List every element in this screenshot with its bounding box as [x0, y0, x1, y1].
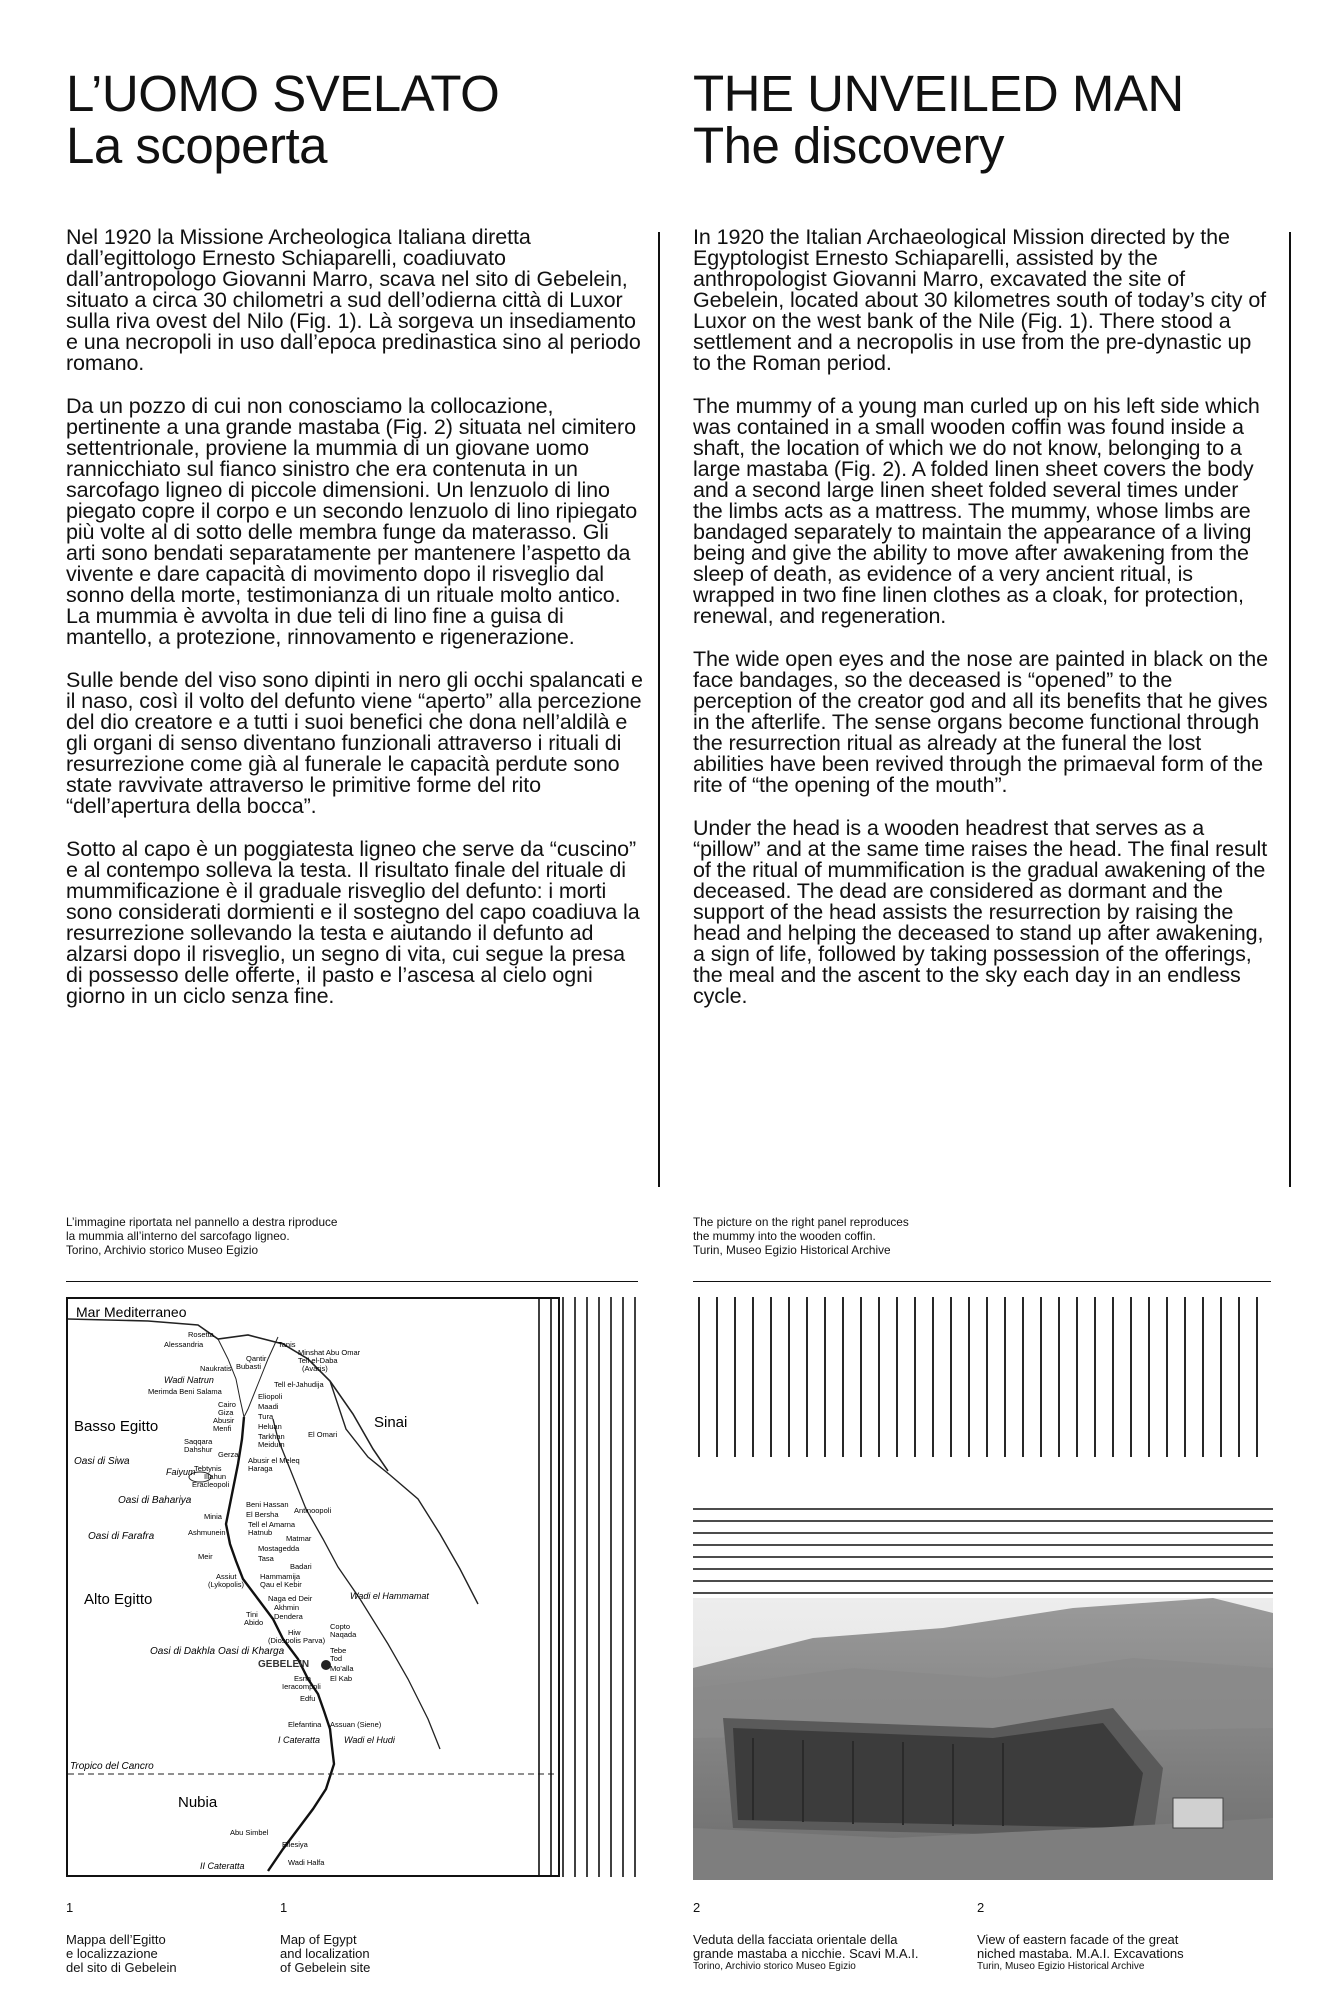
site-label: Assuan (Siene): [330, 1720, 382, 1729]
italian-image-caption: [66, 1215, 338, 1257]
oasis-label: Oasi di Kharga: [218, 1646, 285, 1657]
english-title: [693, 65, 1184, 174]
site-label: Tasa: [258, 1554, 274, 1563]
site-label: Qantir: [246, 1354, 267, 1363]
gebelein-label: GEBELEIN: [258, 1659, 310, 1670]
site-label: Tanis: [278, 1340, 296, 1349]
site-label: Heluan: [258, 1422, 282, 1431]
site-label: Haraga: [248, 1464, 273, 1473]
site-label: Qau el Kebir: [260, 1580, 302, 1589]
figure-caption-line: e localizzazione: [66, 1946, 158, 1961]
site-label: Hiw: [288, 1628, 301, 1637]
english-title-line1: THE UNVEILED MAN: [693, 65, 1184, 122]
site-label: Beni Hassan: [246, 1500, 289, 1509]
site-label: Bubasti: [236, 1362, 262, 1371]
italian-body-text: [66, 227, 644, 1029]
english-image-caption: [693, 1215, 909, 1257]
site-label: Abusir: [213, 1416, 235, 1425]
site-label: Ashmunein: [188, 1528, 226, 1537]
egypt-map-svg: [68, 1299, 558, 1875]
site-label: (Avaris): [302, 1364, 328, 1373]
figure-source: Turin, Museo Egizio Historical Archive: [977, 1961, 1145, 1972]
site-label: Tarkhan: [258, 1432, 285, 1441]
site-label: Naga ed Deir: [268, 1594, 313, 1603]
caption-line: Turin, Museo Egizio Historical Archive: [693, 1243, 891, 1257]
site-label: Hammamija: [260, 1572, 301, 1581]
site-label: Mostagedda: [258, 1544, 300, 1553]
site-label: Minshat Abu Omar: [298, 1348, 361, 1357]
italian-paragraph: Nel 1920 la Missione Archeologica Italiana diretta dall’egittologo Ernesto Schiaparelli, coadiuvato dall’antropologo Giovanni Marro, scava nel sito di Gebelein, situato a circa 30 chilometri a sud dell’odierna città di Luxor sulla riva ovest del Nilo (Fig. 1). Là sorgeva un insediamento e una necropoli in uso dall’epoca predinastica sino al periodo romano.: [66, 225, 641, 375]
column-divider-right: [1289, 232, 1291, 1187]
figure-caption-line: Veduta della facciata orientale della: [693, 1932, 898, 1947]
site-label: Abusir el Meleq: [248, 1456, 300, 1465]
site-label: Assiut: [216, 1572, 237, 1581]
site-label: El Kab: [330, 1674, 353, 1683]
site-label: (Diospolis Parva): [268, 1636, 326, 1645]
site-label: Tini: [246, 1610, 258, 1619]
figure-caption-line: of Gebelein site: [280, 1960, 371, 1975]
oasis-label: Oasi di Dakhla: [150, 1646, 216, 1657]
site-label: Minia: [204, 1512, 222, 1521]
caption-line: The picture on the right panel reproduces: [693, 1215, 909, 1229]
site-label: (Lykopolis): [208, 1580, 244, 1589]
site-label: Naqada: [330, 1630, 357, 1639]
italian-title: [66, 65, 500, 174]
stripes-svg: [528, 1297, 640, 1877]
site-label: Ellesiya: [282, 1840, 308, 1849]
site-label: El Bersha: [246, 1510, 279, 1519]
site-label: El Omari: [308, 1430, 338, 1439]
site-label: Tod: [330, 1654, 343, 1663]
site-label: Wadi Halfa: [288, 1858, 325, 1867]
figure-number: 2: [693, 1900, 701, 1915]
site-label: Faiyum: [166, 1467, 196, 1477]
stripe-pattern-svg: [693, 1297, 1273, 1597]
caption-line: Torino, Archivio storico Museo Egizio: [66, 1243, 259, 1257]
english-paragraph: The wide open eyes and the nose are painted in black on the face bandages, so the deceased is “opened” to the perception of the creator god and all its benefits that he gives in the afterlife. The sense organs become functional through the resurrection ritual as already at the funeral the lost abilities have been revived through the primaeval form of the rite of “the opening of the mouth”.: [693, 647, 1269, 797]
site-label: Giza: [218, 1408, 234, 1417]
site-label: Abu Simbel: [230, 1828, 269, 1837]
caption-line: the mummy into the wooden coffin.: [693, 1229, 876, 1243]
figure-caption-line: grande mastaba a nicchie. Scavi M.A.I.: [693, 1946, 919, 1961]
caption-line: L’immagine riportata nel pannello a destra riproduce: [66, 1215, 338, 1229]
mastaba-photo-svg: [693, 1598, 1273, 1880]
site-label: Akhmin: [274, 1603, 300, 1612]
site-label: Copto: [330, 1622, 351, 1631]
figure-source: Torino, Archivio storico Museo Egizio: [693, 1961, 856, 1972]
site-label: II Cateratta: [200, 1861, 245, 1871]
site-label: Wadi el Hammamat: [350, 1591, 429, 1601]
mastaba-photo: [693, 1598, 1273, 1880]
italian-title-line2: La scoperta: [66, 117, 328, 174]
site-label: Dahshur: [184, 1445, 213, 1454]
site-label: Abido: [244, 1618, 264, 1627]
site-label: Maadi: [258, 1402, 279, 1411]
site-label: Eracleopoli: [192, 1480, 230, 1489]
site-label: Rosetta: [188, 1330, 214, 1339]
site-label: Hatnub: [248, 1528, 273, 1537]
figure-caption-line: del sito di Gebelein: [66, 1960, 177, 1975]
site-label: Tebtynis: [194, 1464, 222, 1473]
site-label: Mo'alla: [330, 1664, 354, 1673]
site-label: Menfi: [213, 1424, 232, 1433]
left-separator-rule: [66, 1281, 638, 1282]
english-paragraph: The mummy of a young man curled up on his left side which was contained in a small wooden coffin was found inside a shaft, the location of which we do not know, belonging to a large mastaba (Fig. 2). A folded linen sheet covers the body and a second large linen sheet folded several times under the limbs acts as a mattress. The mummy, whose limbs are bandaged separately to maintain the appearance of a living being and give the ability to move after awakening from the sleep of death, as evidence of a very ancient ritual, is wrapped in two fine linen clothes as a cloak, for protection, renewal, and regeneration.: [693, 394, 1260, 628]
site-label: Wadi el Hudi: [344, 1735, 395, 1745]
map-region-label: Nubia: [178, 1794, 218, 1811]
site-label: Alessandria: [164, 1340, 204, 1349]
figure-caption-line: and localization: [280, 1946, 370, 1961]
coastline: [68, 1319, 388, 1471]
site-label: Elefantina: [288, 1720, 322, 1729]
site-label: Tell el Amarna: [248, 1520, 296, 1529]
site-label: Eliopoli: [258, 1392, 283, 1401]
site-label: Tura: [258, 1412, 274, 1421]
site-label: Naukratis: [200, 1364, 232, 1373]
site-label: Saqqara: [184, 1437, 213, 1446]
site-label: Esna: [294, 1674, 312, 1683]
italian-paragraph: Sulle bende del viso sono dipinti in nero gli occhi spalancati e il naso, così il volto del defunto viene “aperto” alla percezione del dio creatore e a tutti i suoi benefici che dona nell’aldilà e gli organi di senso diventano funzionali attraverso i rituali di resurrezione come già al funerale le capacità perdute sono state ravvivate attraverso le primitive forme del rito “dell’apertura della bocca”.: [66, 668, 643, 818]
site-label: Dendera: [274, 1612, 303, 1621]
figure-number: 1: [280, 1900, 288, 1915]
egypt-map: [66, 1297, 560, 1877]
figure-2-caption-it: [693, 1900, 923, 1973]
site-label: Wadi Natrun: [164, 1375, 214, 1385]
site-label: Tell el-Jahudija: [274, 1380, 324, 1389]
figure-caption-line: Mappa dell’Egitto: [66, 1932, 166, 1947]
map-sea-label: Mar Mediterraneo: [76, 1304, 187, 1320]
site-label: Meidum: [258, 1440, 285, 1449]
english-paragraph: Under the head is a wooden headrest that serves as a “pillow” and at the same time raises the head. The final result of the ritual of mummification is the gradual awakening of the deceased. The dead are considered as dormant and the support of the head assists the resurrection by raising the head and helping the deceased to stand up after awakening, a sign of life, followed by taking possession of the offerings, the meal and the ascent to the sky each day in an endless cycle.: [693, 816, 1268, 1008]
map-region-label: Sinai: [374, 1414, 408, 1431]
english-body-text: [693, 227, 1271, 1029]
site-label: Tebe: [330, 1646, 347, 1655]
figure-number: 1: [66, 1900, 74, 1915]
decorative-vertical-stripes: [528, 1297, 640, 1877]
caption-line: la mummia all’interno del sarcofago ligneo.: [66, 1229, 290, 1243]
site-label: Tell el-Daba: [298, 1356, 338, 1365]
oasis-label: Oasi di Bahariya: [118, 1495, 192, 1506]
site-label: Antinoopoli: [294, 1506, 332, 1515]
site-label: Edfu: [300, 1694, 316, 1703]
column-divider-left: [658, 232, 660, 1187]
oasis-label: Oasi di Farafra: [88, 1531, 155, 1542]
figure-2-caption-en: [977, 1900, 1207, 1973]
site-label: Ieracompoli: [282, 1682, 321, 1691]
figure-1-caption-en: [280, 1900, 420, 1975]
site-label: Meir: [198, 1552, 213, 1561]
italian-paragraph: Sotto al capo è un poggiatesta ligneo che serve da “cuscino” e al contempo solleva la testa. Il risultato finale del rituale di mummificazione è il graduale risveglio del defunto: i morti sono considerati dormienti e il sostegno del capo coadiuva la resurrezione sollevando la testa e aiutando il defunto ad alzarsi dopo il risveglio, un segno di vita, cui segue la presa di possesso delle offerte, il pasto e l’ascesa al cielo ogni giorno in un ciclo senza fine.: [66, 837, 640, 1008]
right-separator-rule: [693, 1281, 1271, 1282]
figure-caption-line: View of eastern facade of the great: [977, 1932, 1179, 1947]
figure-caption-line: niched mastaba. M.A.I. Excavations: [977, 1946, 1184, 1961]
english-title-line2: The discovery: [693, 117, 1004, 174]
site-label: Badari: [290, 1562, 312, 1571]
site-label: Cairo: [218, 1400, 236, 1409]
english-paragraph: In 1920 the Italian Archaeological Mission directed by the Egyptologist Ernesto Schiaparelli, assisted by the anthropologist Giovanni Marro, excavated the site of Gebelein, located about 30 kilometres south of today’s city of Luxor on the west bank of the Nile (Fig. 1). There stood a settlement and a necropolis in use from the pre-dynastic up to the Roman period.: [693, 225, 1267, 375]
site-label: I Cateratta: [278, 1735, 321, 1745]
map-region-label: Alto Egitto: [84, 1591, 153, 1608]
site-label: Matmar: [286, 1534, 312, 1543]
tropic-label: Tropico del Cancro: [70, 1761, 154, 1772]
italian-title-line1: L’UOMO SVELATO: [66, 65, 500, 122]
oasis-label: Oasi di Siwa: [74, 1456, 130, 1467]
site-label: Gerza: [218, 1450, 239, 1459]
figure-1-caption-it: [66, 1900, 206, 1975]
figure-number: 2: [977, 1900, 985, 1915]
italian-paragraph: Da un pozzo di cui non conosciamo la collocazione, pertinente a una grande mastaba (Fig. 2) situata nel cimitero settentrionale, proviene la mummia di un giovane uomo rannicchiato sul fianco sinistro che era contenuta in un sarcofago ligneo di piccole dimensioni. Un lenzuolo di lino piegato copre il corpo e un secondo lenzuolo di lino ripiegato più volte al di sotto delle membra funge da materasso. Gli arti sono bendati separatamente per mantenere l’aspetto da vivente e dare capacità di movimento dopo il risveglio dal sonno della morte, testimonianza di un rituale molto antico. La mummia è avvolta in due teli di lino fine a guisa di mantello, a protezione, rinnovamento e rigenerazione.: [66, 394, 638, 649]
site-label: Merimda Beni Salama: [148, 1387, 222, 1396]
figure-caption-line: Map of Egypt: [280, 1932, 357, 1947]
map-region-label: Basso Egitto: [74, 1418, 159, 1435]
site-label: Illahun: [204, 1472, 227, 1481]
decorative-stripe-pattern: [693, 1297, 1273, 1597]
